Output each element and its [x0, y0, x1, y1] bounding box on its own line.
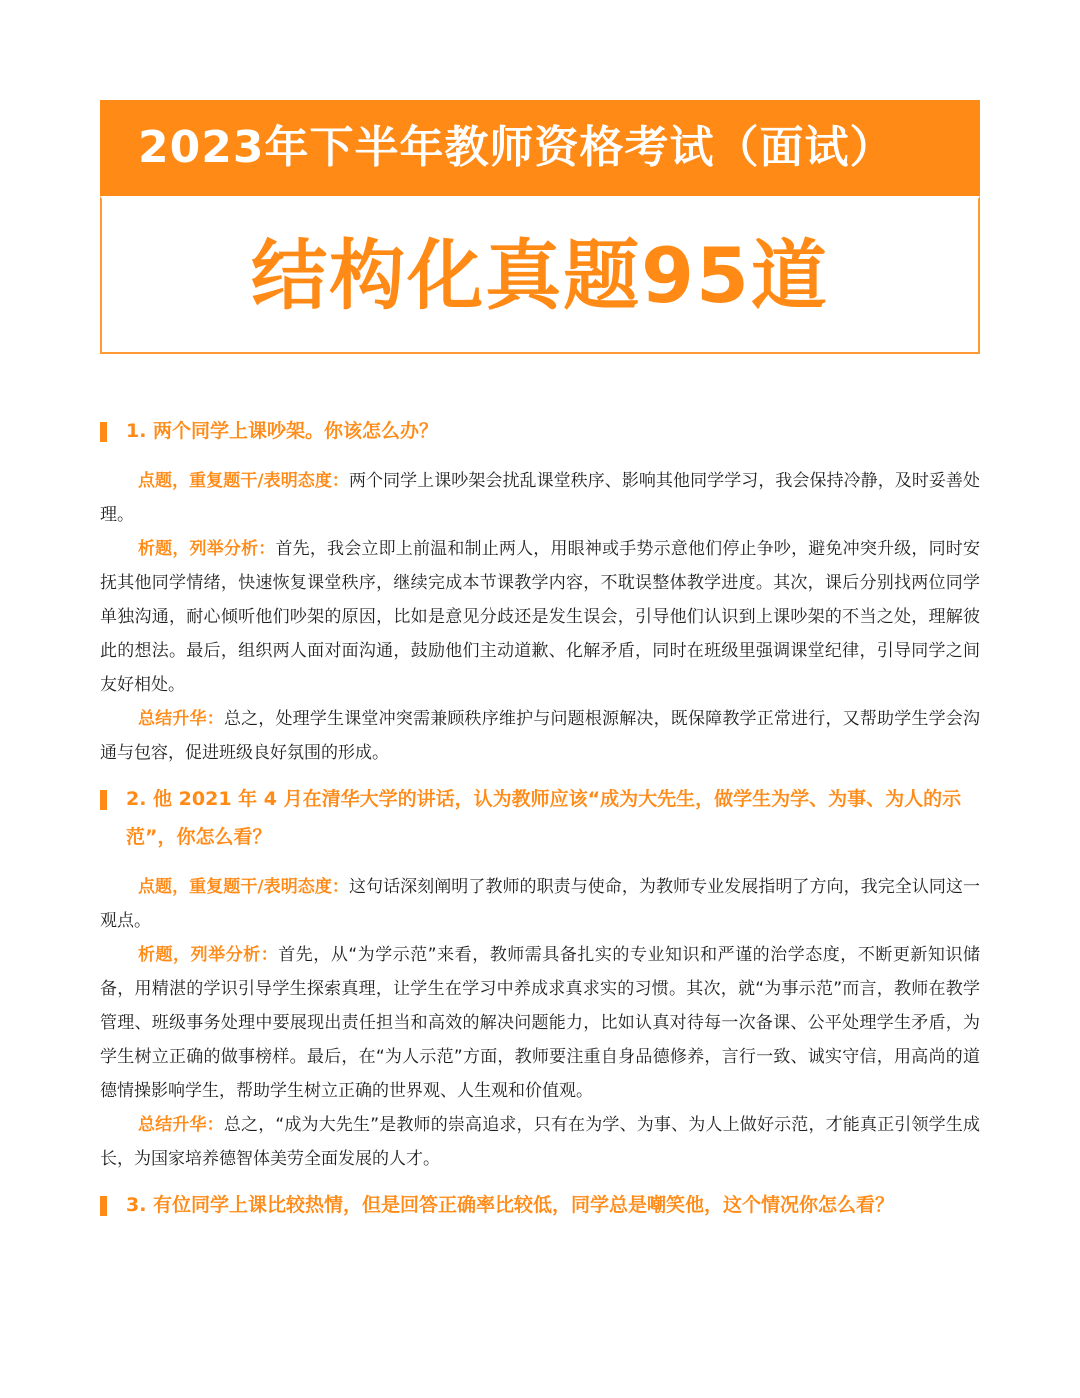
question-marker — [100, 422, 107, 442]
label-point: 点题，重复题干/表明态度： — [138, 471, 349, 491]
label-summary: 总结升华： — [138, 709, 224, 729]
answer-point — [100, 870, 980, 938]
label-analysis: 析题，列举分析： — [138, 945, 279, 965]
page-subtitle: 结构化真题95道 — [251, 231, 829, 320]
question-heading — [100, 412, 980, 450]
answer-summary — [100, 1108, 980, 1176]
answer-analysis — [100, 532, 980, 702]
question-heading — [100, 780, 980, 856]
question-heading — [100, 1186, 980, 1224]
question-block — [100, 412, 980, 770]
header-banner — [100, 100, 980, 196]
page-title: 2023年下半年教师资格考试（面试） — [138, 122, 895, 173]
header-subtitle-box — [100, 196, 980, 354]
question-title: 3. 有位同学上课比较热情，但是回答正确率比较低，同学总是嘲笑他，这个情况你怎么看？ — [126, 1194, 895, 1216]
label-analysis: 析题，列举分析： — [138, 539, 276, 559]
question-marker — [100, 790, 107, 810]
answer-summary-text: 总之，处理学生课堂冲突需兼顾秩序维护与问题根源解决，既保障教学正常进行，又帮助学生学会沟通与包容，促进班级良好氛围的形成。 — [100, 709, 980, 763]
answer-summary-text: 总之，“成为大先生”是教师的崇高追求，只有在为学、为事、为人上做好示范，才能真正引领学生成长，为国家培养德智体美劳全面发展的人才。 — [100, 1115, 980, 1169]
question-block — [100, 780, 980, 1176]
answer-point-text: 两个同学上课吵架会扰乱课堂秩序、影响其他同学学习，我会保持冷静，及时妥善处理。 — [100, 471, 980, 525]
label-summary: 总结升华： — [138, 1115, 224, 1135]
answer-summary — [100, 702, 980, 770]
answer-analysis — [100, 938, 980, 1108]
label-point: 点题，重复题干/表明态度： — [138, 877, 349, 897]
question-title: 1. 两个同学上课吵架。你该怎么办？ — [126, 420, 439, 442]
question-marker — [100, 1196, 107, 1216]
answer-analysis-text: 首先，我会立即上前温和制止两人，用眼神或手势示意他们停止争吵，避免冲突升级，同时安抚其他同学情绪，快速恢复课堂秩序，继续完成本节课教学内容，不耽误整体教学进度。其次，课后分别找两位同学单独沟通，耐心倾听他们吵架的原因，比如是意见分歧还是发生误会，引导他们认识到上课吵架的不当之处，理解彼此的想法。最后，组织两人面对面沟通，鼓励他们主动道歉、化解矛盾，同时在班级里强调课堂纪律，引导同学之间友好相处。 — [100, 539, 980, 695]
answer-analysis-text: 首先，从“为学示范”来看，教师需具备扎实的专业知识和严谨的治学态度，不断更新知识储备，用精湛的学识引导学生探索真理，让学生在学习中养成求真求实的习惯。其次，就“为事示范”而言，教师在教学管理、班级事务处理中要展现出责任担当和高效的解决问题能力，比如认真对待每一次备课、公平处理学生矛盾，为学生树立正确的做事榜样。最后，在“为人示范”方面，教师要注重自身品德修养，言行一致、诚实守信，用高尚的道德情操影响学生，帮助学生树立正确的世界观、人生观和价值观。 — [100, 945, 980, 1101]
content — [100, 412, 980, 1238]
answer-point — [100, 464, 980, 532]
question-block — [100, 1186, 980, 1224]
answer-point-text: 这句话深刻阐明了教师的职责与使命，为教师专业发展指明了方向，我完全认同这一观点。 — [100, 877, 980, 931]
question-title: 2. 他 2021 年 4 月在清华大学的讲话，认为教师应该“成为大先生，做学生为学、为事、为人的示范”，你怎么看？ — [126, 788, 962, 848]
